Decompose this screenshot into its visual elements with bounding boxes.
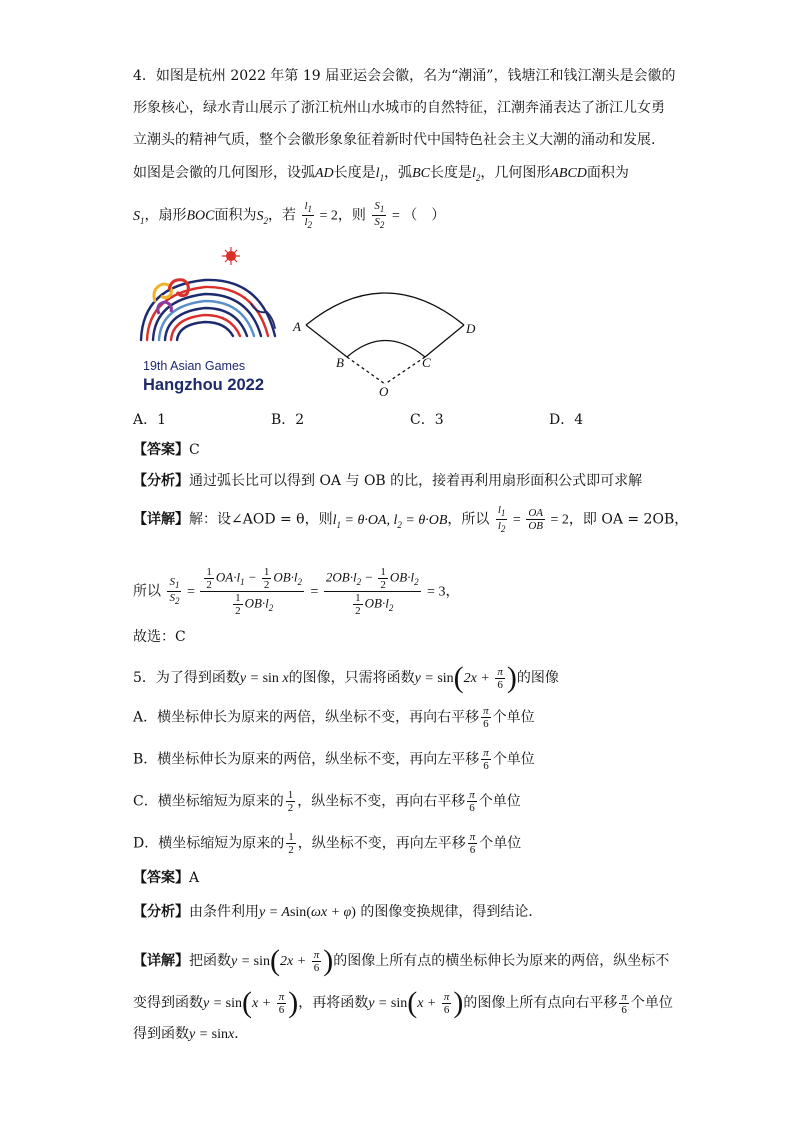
segment-ab [306, 325, 347, 357]
label-d: D [466, 321, 476, 336]
q4-line5: $S_1$，扇形BOC面积为$S_2$，若 $\frac{l_1}{l_2}$ = 2，则 $\frac{S_1}{S_2}$ = （ ） [133, 200, 446, 231]
q4-option-b: B．2 [271, 412, 305, 428]
q5-option-b: B．横坐标伸长为原来的两倍，纵坐标不变，再向左平移 $\frac{\pi}{6}$ 个单位 [133, 747, 535, 772]
q4-option-a: A．1 [133, 412, 167, 428]
q5-analysis: 【分析】由条件利用y = Asin(ωx + φ) 的图像变换规律，得到结论． [133, 904, 543, 920]
q4-line4: 如图是会徽的几何图形，设弧AD长度是$l_1$，弧BC长度是$l_2$，几何图形ABCD面积为 [133, 165, 629, 183]
segment-bo [347, 357, 385, 384]
asian-games-logo [133, 244, 283, 396]
label-o: O [379, 384, 389, 398]
q5-option-d: D．横坐标缩短为原来的 $\frac{1}{2}$ ，纵坐标不变，再向左平移 $\frac{\pi}{6}$ 个单位 [133, 831, 522, 856]
sun-icon [222, 247, 240, 265]
arc-ad [306, 293, 464, 325]
logo-line2: Hangzhou 2022 [143, 376, 265, 394]
q4-line3: 立潮头的精神气质，整个会徽形象象征着新时代中国特色社会主义大潮的涌动和发展. [133, 132, 656, 148]
q5-detail-line2: 变得到函数y = sin(x + $\frac{\pi}{6}$ )，再将函数y = sin(x + $\frac{\pi}{6}$ )的图像上所有点向右平移 $\frac{\pi}{6}$ 个单位 [133, 986, 673, 1019]
q4-option-c: C．3 [410, 412, 444, 428]
q5-answer: 【答案】A [133, 870, 200, 886]
q5-option-c: C．横坐标缩短为原来的 $\frac{1}{2}$ ，纵坐标不变，再向右平移 $\frac{\pi}{6}$ 个单位 [133, 789, 521, 814]
wave-arcs [141, 280, 275, 340]
q4-option-d: D．4 [549, 412, 584, 428]
sector-figure [290, 278, 486, 398]
q4-line1: 4．如图是杭州 2022 年第 19 届亚运会会徽，名为“潮涌”，钱塘江和钱江潮头是会徽的 [133, 68, 676, 84]
arc-bc [347, 341, 425, 358]
label-a: A [293, 319, 301, 334]
q5-detail-line1: 【详解】把函数y = sin(2x + $\frac{\pi}{6}$ )的图像上所有点的横坐标伸长为原来的两倍，纵坐标不 [133, 944, 670, 977]
q5-option-a: A．横坐标伸长为原来的两倍，纵坐标不变，再向右平移 $\frac{\pi}{6}$ 个单位 [133, 705, 535, 730]
q4-ratio-equation: 所以 $\frac{S_1}{S_2}$ = $\frac{1}{2}$ $OA\cdot l_1$ − $\frac{1}{2}$ $OB\cdot l_2$ $\frac{1}{2}$ $OB\cdot l_2$ = $2OB\cdot l_2$ − $\frac{1}{2}$ $OB\cdot l_2$ $\frac{1}{2}$ $OB\cdot l_2$ = 3， [133, 566, 460, 617]
q4-answer: 【答案】C [133, 442, 200, 458]
q5-detail-line3: 得到函数y = sinx． [133, 1026, 249, 1042]
label-c: C [422, 355, 431, 370]
segment-co [385, 357, 425, 384]
logo-line1: 19th Asian Games [143, 359, 246, 373]
q4-choose: 故选：C [133, 629, 186, 645]
segment-dc [425, 325, 464, 357]
q5-stem: 5．为了得到函数y = sin x的图像，只需将函数y = sin(2x + $\frac{\pi}{6}$ )的图像 [133, 661, 559, 694]
q4-detail: 【详解】解：设∠AOD = θ，则$l_1 = \theta\cdot OA$, $l_2 = \theta\cdot OB$，所以 $\frac{l_1}{l_2}$ = $\frac{OA}{OB}$ = 2，即 OA = 2OB， [133, 504, 689, 535]
label-b: B [336, 355, 344, 370]
q4-analysis: 【分析】通过弧长比可以得到 OA 与 OB 的比，接着再利用扇形面积公式即可求解 [133, 473, 643, 489]
q4-line2: 形象核心，绿水青山展示了浙江杭州山水城市的自然特征，江潮奔涌表达了浙江儿女勇 [133, 100, 665, 116]
